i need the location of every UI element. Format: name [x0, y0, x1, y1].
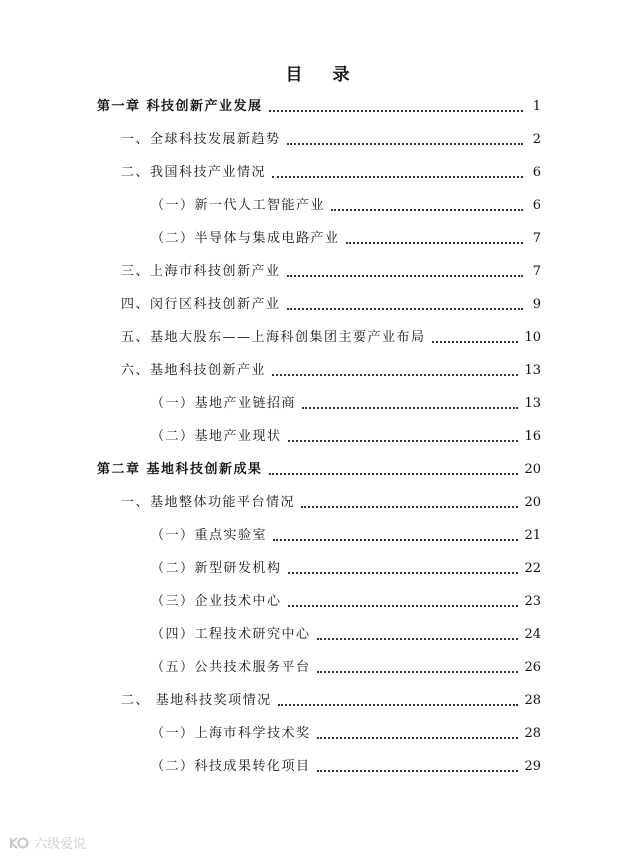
toc-entry-page-number: 20: [524, 462, 541, 477]
toc-entry-label: （一）重点实验室: [151, 528, 268, 543]
toc-dot-leader: [287, 307, 523, 310]
toc-dot-leader: [317, 769, 519, 772]
toc-dot-leader: [317, 736, 519, 739]
toc-entry[interactable]: [121, 294, 541, 316]
toc-entry-label: 一、基地整体功能平台情况: [121, 495, 296, 510]
toc-dot-leader: [269, 109, 523, 112]
toc-dot-leader: [301, 505, 518, 508]
toc-entry-page-number: 9: [532, 297, 541, 312]
toc-entry-label: （二）半导体与集成电路产业: [151, 231, 340, 246]
toc-entry-label: 六、基地科技创新产业: [121, 363, 267, 378]
toc-entry-page-number: 22: [524, 561, 541, 576]
toc-entry-label: 三、上海市科技创新产业: [121, 264, 281, 279]
toc-dot-leader: [331, 208, 523, 211]
toc-entry-page-number: 23: [524, 594, 541, 609]
toc-dot-leader: [272, 373, 518, 376]
toc-entry[interactable]: [151, 723, 541, 745]
toc-entry-page-number: 2: [532, 132, 541, 147]
toc-entry-label: 二、 基地科技奖项情况: [121, 693, 272, 708]
toc-entry[interactable]: [121, 129, 541, 151]
watermark-text: 六级爱说: [34, 837, 87, 852]
toc-dot-leader: [346, 241, 523, 244]
toc-dot-leader: [287, 274, 523, 277]
toc-entry[interactable]: [151, 228, 541, 250]
toc-entry[interactable]: [97, 96, 541, 118]
toc-dot-leader: [288, 604, 519, 607]
toc-dot-leader: [288, 439, 519, 442]
toc-dot-leader: [269, 472, 519, 475]
toc-entry[interactable]: [151, 591, 541, 613]
watermark-logo-icon: [8, 835, 30, 851]
toc-entry-page-number: 13: [524, 363, 541, 378]
toc-entry-page-number: 16: [524, 429, 541, 444]
toc-entry-label: （三）企业技术中心: [151, 594, 282, 609]
toc-entry-page-number: 26: [524, 660, 541, 675]
toc-entry-label: （二）科技成果转化项目: [151, 759, 311, 774]
toc-entry-label: 第二章 基地科技创新成果: [97, 462, 263, 477]
toc-entry-page-number: 28: [524, 693, 541, 708]
toc-entry-label: （一）上海市科学技术奖: [151, 726, 311, 741]
toc-entry-page-number: 7: [532, 264, 541, 279]
toc-dot-leader: [302, 406, 518, 409]
toc-entry-label: （五）公共技术服务平台: [151, 660, 311, 675]
toc-entry-label: 四、闵行区科技创新产业: [121, 297, 281, 312]
toc-entry[interactable]: [121, 360, 541, 382]
toc-entry-label: 一、全球科技发展新趋势: [121, 132, 281, 147]
toc-entry[interactable]: [151, 195, 541, 217]
toc-dot-leader: [317, 637, 519, 640]
toc-entry-page-number: 24: [524, 627, 541, 642]
toc-entry-page-number: 1: [532, 99, 541, 114]
toc-entry[interactable]: [121, 492, 541, 514]
toc-entry-label: 二、我国科技产业情况: [121, 165, 267, 180]
toc-entry[interactable]: [151, 657, 541, 679]
toc-entry-label: （一）新一代人工智能产业: [151, 198, 326, 213]
toc-entry-page-number: 7: [532, 231, 541, 246]
toc-dot-leader: [317, 670, 519, 673]
toc-entry-page-number: 21: [524, 528, 541, 543]
toc-entry[interactable]: [97, 459, 541, 481]
toc-entry[interactable]: [151, 624, 541, 646]
toc-dot-leader: [272, 175, 523, 178]
toc-dot-leader: [287, 142, 523, 145]
toc-entry[interactable]: [151, 525, 541, 547]
toc-entry[interactable]: [121, 261, 541, 283]
toc-entry[interactable]: [151, 558, 541, 580]
toc-entry[interactable]: [121, 690, 541, 712]
toc-entry[interactable]: [121, 327, 541, 349]
watermark: [8, 833, 86, 852]
toc-dot-leader: [432, 340, 519, 343]
toc-title: 目 录: [285, 65, 362, 85]
toc-entry-page-number: 13: [524, 396, 541, 411]
toc-entry[interactable]: [121, 162, 541, 184]
toc-entry-page-number: 6: [532, 165, 541, 180]
toc-entry-label: （四）工程技术研究中心: [151, 627, 311, 642]
toc-entry-page-number: 20: [524, 495, 541, 510]
toc-entry-label: 五、基地大股东——上海科创集团主要产业布局: [121, 330, 426, 345]
toc-entry[interactable]: [151, 393, 541, 415]
toc-dot-leader: [273, 538, 518, 541]
toc-entry[interactable]: [151, 426, 541, 448]
toc-entry-label: （二）新型研发机构: [151, 561, 282, 576]
toc-dot-leader: [278, 703, 519, 706]
toc-entry-label: （二）基地产业现状: [151, 429, 282, 444]
toc-entry-page-number: 6: [532, 198, 541, 213]
toc-entry-label: （一）基地产业链招商: [151, 396, 297, 411]
toc-entry-label: 第一章 科技创新产业发展: [97, 99, 263, 114]
toc-entry-page-number: 29: [524, 759, 541, 774]
toc-entry-page-number: 10: [524, 330, 541, 345]
toc-entry-page-number: 28: [524, 726, 541, 741]
toc-entry[interactable]: [151, 756, 541, 778]
toc-dot-leader: [288, 571, 519, 574]
